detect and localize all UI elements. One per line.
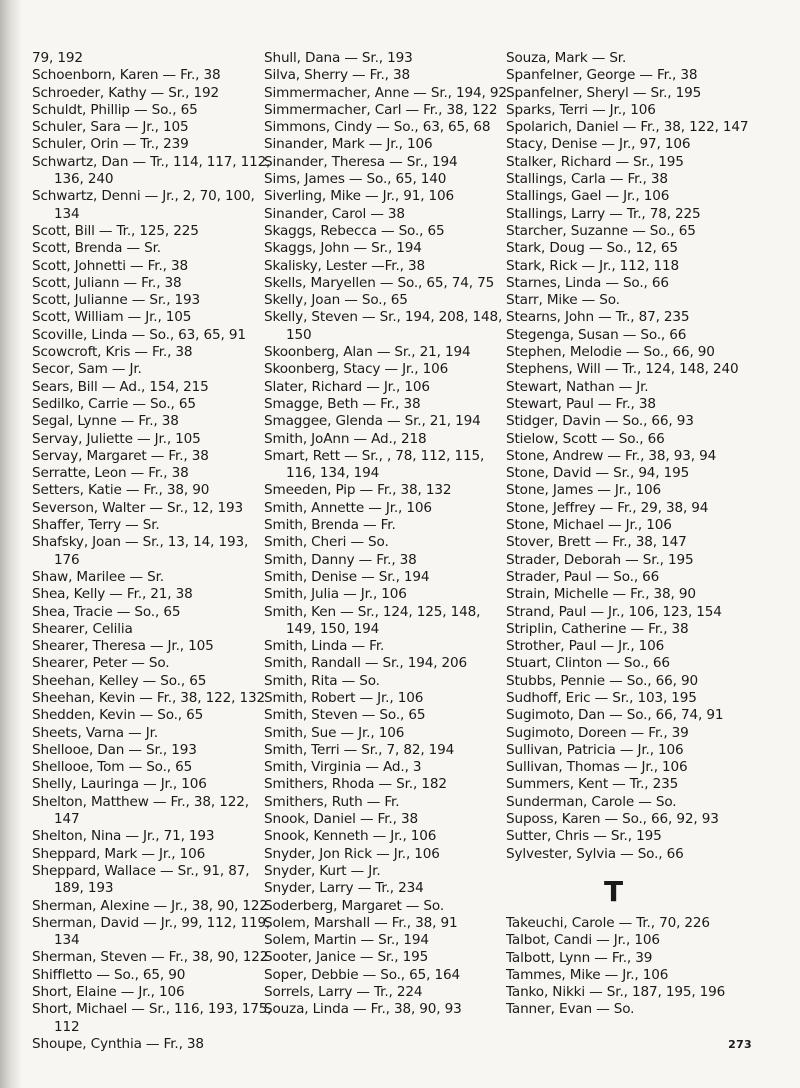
index-entry: 79, 192 xyxy=(32,50,83,66)
index-entry: Shafsky, Joan — Sr., 13, 14, 193, 176 xyxy=(32,534,249,568)
index-entry: Siverling, Mike — Jr., 91, 106 xyxy=(264,188,455,205)
index-entry: Stidger, Davin — So., 66, 93 xyxy=(506,413,694,430)
index-entry: Sinander, Mark — Jr., 106 xyxy=(264,136,433,153)
index-entry: Segal, Lynne — Fr., 38 xyxy=(32,413,179,430)
index-entry: Scott, Bill — Tr., 125, 225 xyxy=(32,222,199,239)
index-entry: Scowcroft, Kris — Fr., 38 xyxy=(32,344,193,361)
index-entry: Stacy, Denise — Jr., 97, 106 xyxy=(506,136,691,153)
index-entry: Stubbs, Pennie — So., 66, 90 xyxy=(506,672,698,689)
index-entry: Sinander, Carol — 38 xyxy=(264,205,405,222)
index-entry: Suposs, Karen — So., 66, 92, 93 xyxy=(506,811,719,828)
index-entry: Scott, Julianne — Sr., 193 xyxy=(32,292,201,309)
index-entry: Sims, James — So., 65, 140 xyxy=(264,171,447,188)
index-entry: Sherman, Alexine — Jr., 38, 90, 122 xyxy=(32,897,268,914)
index-entry: Slater, Richard — Jr., 106 xyxy=(264,378,430,395)
index-entry: Sheppard, Mark — Jr., 106 xyxy=(32,845,206,862)
index-entry: Sheehan, Kelley — So., 65 xyxy=(32,672,207,689)
index-entry: Smithers, Ruth — Fr. xyxy=(264,793,400,810)
index-entry: Strader, Paul — So., 66 xyxy=(506,568,660,585)
index-entry: Strand, Paul — Jr., 106, 123, 154 xyxy=(506,603,722,620)
index-entry: Sedilko, Carrie — So., 65 xyxy=(32,395,196,412)
index-entry: Short, Elaine — Jr., 106 xyxy=(32,984,185,1001)
index-entry: Smith, Ken — Sr., 124, 125, 148, 149, 150, 194 xyxy=(264,603,481,637)
index-entry: Smith, Sue — Jr., 106 xyxy=(264,724,405,741)
section-t-entries xyxy=(506,915,751,1019)
index-entry: Schwartz, Denni — Jr., 2, 70, 100, 134 xyxy=(32,188,255,222)
index-entry: Stalker, Richard — Sr., 195 xyxy=(506,153,684,170)
index-entry: Sugimoto, Doreen — Fr., 39 xyxy=(506,724,689,741)
binding-shadow xyxy=(0,0,22,1088)
index-entry: Striplin, Catherine — Fr., 38 xyxy=(506,620,689,637)
index-entry: Takeuchi, Carole — Tr., 70, 226 xyxy=(506,914,710,931)
index-entry: Scott, Juliann — Fr., 38 xyxy=(32,274,182,291)
index-entry: Stephens, Will — Tr., 124, 148, 240 xyxy=(506,361,739,378)
index-entry: Smithers, Rhoda — Sr., 182 xyxy=(264,776,447,793)
index-entry: Tanko, Nikki — Sr., 187, 195, 196 xyxy=(506,984,726,1001)
index-entry: Shearer, Peter — So. xyxy=(32,655,170,672)
index-entry: Sudhoff, Eric — Sr., 103, 195 xyxy=(506,689,697,706)
index-entry: Stegenga, Susan — So., 66 xyxy=(506,326,687,343)
index-entry: Soper, Debbie — So., 65, 164 xyxy=(264,966,460,983)
index-entry: Shull, Dana — Sr., 193 xyxy=(264,50,413,66)
index-entry: Stewart, Paul — Fr., 38 xyxy=(506,395,656,412)
index-entry: Sugimoto, Dan — So., 66, 74, 91 xyxy=(506,707,724,724)
index-entry: Smith, Steven — So., 65 xyxy=(264,707,426,724)
index-entry: Skalisky, Lester —Fr., 38 xyxy=(264,257,425,274)
index-entry: Snyder, Jon Rick — Jr., 106 xyxy=(264,845,440,862)
index-entry: Schroeder, Kathy — Sr., 192 xyxy=(32,84,219,101)
index-entry: Serratte, Leon — Fr., 38 xyxy=(32,465,189,482)
index-entry: Stuart, Clinton — So., 66 xyxy=(506,655,670,672)
index-entry: Smith, Annette — Jr., 106 xyxy=(264,499,432,516)
index-entry: Stark, Rick — Jr., 112, 118 xyxy=(506,257,679,274)
index-entry: Shea, Kelly — Fr., 21, 38 xyxy=(32,586,193,603)
index-entry: Skelly, Joan — So., 65 xyxy=(264,292,408,309)
index-entry: Sparks, Terri — Jr., 106 xyxy=(506,101,656,118)
index-entry: Sheehan, Kevin — Fr., 38, 122, 132 xyxy=(32,689,265,706)
index-entry: Servay, Juliette — Jr., 105 xyxy=(32,430,201,447)
index-entry: Spolarich, Daniel — Fr., 38, 122, 147 xyxy=(506,119,749,136)
index-entry: Smaggee, Glenda — Sr., 21, 194 xyxy=(264,413,481,430)
index-entry: Smith, JoAnn — Ad., 218 xyxy=(264,430,427,447)
index-entry: Starnes, Linda — So., 66 xyxy=(506,274,669,291)
index-entry: Stark, Doug — So., 12, 65 xyxy=(506,240,678,257)
index-entry: Stone, Michael — Jr., 106 xyxy=(506,517,672,534)
index-entry: Sullivan, Patricia — Jr., 106 xyxy=(506,741,684,758)
index-entry: Shearer, Theresa — Jr., 105 xyxy=(32,638,214,655)
index-entry: Stone, Andrew — Fr., 38, 93, 94 xyxy=(506,447,717,464)
index-entry: Strader, Deborah — Sr., 195 xyxy=(506,551,694,568)
index-entry: Talbott, Lynn — Fr., 39 xyxy=(506,949,653,966)
index-entry: Stover, Brett — Fr., 38, 147 xyxy=(506,534,687,551)
index-entry: Shellooe, Tom — So., 65 xyxy=(32,759,193,776)
index-entry: Simmermacher, Carl — Fr., 38, 122 xyxy=(264,101,498,118)
index-entry: Sutter, Chris — Sr., 195 xyxy=(506,828,662,845)
index-entry: Smagge, Beth — Fr., 38 xyxy=(264,395,421,412)
index-entry: Skaggs, Rebecca — So., 65 xyxy=(264,222,445,239)
index-entry: Sullivan, Thomas — Jr., 106 xyxy=(506,759,688,776)
index-entry: Stephen, Melodie — So., 66, 90 xyxy=(506,344,715,361)
index-entry: Solem, Martin — Sr., 194 xyxy=(264,932,429,949)
index-entry: Talbot, Candi — Jr., 106 xyxy=(506,932,660,949)
index-entry: Shiffletto — So., 65, 90 xyxy=(32,966,186,983)
index-entry: Smith, Brenda — Fr. xyxy=(264,517,396,534)
index-entry: Scott, Johnetti — Fr., 38 xyxy=(32,257,188,274)
index-entry: Starr, Mike — So. xyxy=(506,292,620,309)
index-entry: Secor, Sam — Jr. xyxy=(32,361,142,378)
index-entry: Schuler, Sara — Jr., 105 xyxy=(32,119,189,136)
index-column-3 xyxy=(506,50,751,1019)
index-entry: Smith, Randall — Sr., 194, 206 xyxy=(264,655,468,672)
index-entry: Stallings, Gael — Jr., 106 xyxy=(506,188,670,205)
index-entry: Sylvester, Sylvia — So., 66 xyxy=(506,845,684,862)
index-entry: Tanner, Evan — So. xyxy=(506,1001,635,1018)
section-letter-heading: T xyxy=(604,874,623,908)
index-entry: Sheets, Varna — Jr. xyxy=(32,724,158,741)
index-entry: Souza, Mark — Sr. xyxy=(506,50,627,66)
index-entry: Souza, Linda — Fr., 38, 90, 93 xyxy=(264,1001,462,1018)
index-entry: Strain, Michelle — Fr., 38, 90 xyxy=(506,586,696,603)
index-entry: Snyder, Larry — Tr., 234 xyxy=(264,880,424,897)
index-entry: Skelly, Steven — Sr., 194, 208, 148, 150 xyxy=(264,309,503,343)
index-column-1 xyxy=(32,50,277,1053)
index-entry: Stone, Jeffrey — Fr., 29, 38, 94 xyxy=(506,499,709,516)
index-entry: Sears, Bill — Ad., 154, 215 xyxy=(32,378,209,395)
index-entry: Schuler, Orin — Tr., 239 xyxy=(32,136,189,153)
index-entry: Schwartz, Dan — Tr., 114, 117, 112, 136, 240 xyxy=(32,153,271,188)
index-entry: Shaffer, Terry — Sr. xyxy=(32,517,160,534)
index-entry: Schuldt, Phillip — So., 65 xyxy=(32,101,198,118)
index-entry: Simmons, Cindy — So., 63, 65, 68 xyxy=(264,119,491,136)
index-entry: Smith, Danny — Fr., 38 xyxy=(264,551,417,568)
index-entry: Sheppard, Wallace — Sr., 91, 87, 189, 193 xyxy=(32,862,250,897)
index-entry: Stallings, Carla — Fr., 38 xyxy=(506,171,668,188)
index-entry: Skoonberg, Stacy — Jr., 106 xyxy=(264,361,449,378)
index-entry: Spanfelner, Sheryl — Sr., 195 xyxy=(506,84,702,101)
index-entry: Tammes, Mike — Jr., 106 xyxy=(506,966,669,983)
index-entry: Stielow, Scott — So., 66 xyxy=(506,430,665,447)
index-entry: Stallings, Larry — Tr., 78, 225 xyxy=(506,205,701,222)
index-entry: Sooter, Janice — Sr., 195 xyxy=(264,949,429,966)
index-entry: Smith, Denise — Sr., 194 xyxy=(264,568,430,585)
index-entry: Smith, Virginia — Ad., 3 xyxy=(264,759,422,776)
index-entry: Skells, Maryellen — So., 65, 74, 75 xyxy=(264,274,495,291)
index-entry: Skoonberg, Alan — Sr., 21, 194 xyxy=(264,344,471,361)
index-entry: Sinander, Theresa — Sr., 194 xyxy=(264,153,458,170)
index-entry: Shoupe, Cynthia — Fr., 38 xyxy=(32,1035,204,1052)
index-entry: Stearns, John — Tr., 87, 235 xyxy=(506,309,690,326)
index-entry: Shelly, Lauringa — Jr., 106 xyxy=(32,776,207,793)
index-entry: Scott, William — Jr., 105 xyxy=(32,309,192,326)
page-number: 273 xyxy=(728,1038,752,1051)
index-entry: Stone, David — Sr., 94, 195 xyxy=(506,465,690,482)
index-entry: Scott, Brenda — Sr. xyxy=(32,240,161,257)
index-entry: Snook, Daniel — Fr., 38 xyxy=(264,811,418,828)
index-entry: Short, Michael — Sr., 116, 193, 175, 112 xyxy=(32,1001,272,1035)
index-entry: Spanfelner, George — Fr., 38 xyxy=(506,67,698,84)
index-entry: Shelton, Matthew — Fr., 38, 122, 147 xyxy=(32,793,249,828)
index-entry: Starcher, Suzanne — So., 65 xyxy=(506,222,696,239)
index-entry: Silva, Sherry — Fr., 38 xyxy=(264,67,411,84)
index-entry: Smith, Robert — Jr., 106 xyxy=(264,689,424,706)
index-entry: Shaw, Marilee — Sr. xyxy=(32,568,164,585)
index-entry: Smith, Julia — Jr., 106 xyxy=(264,586,407,603)
index-entry: Severson, Walter — Sr., 12, 193 xyxy=(32,499,244,516)
index-entry: Shea, Tracie — So., 65 xyxy=(32,603,181,620)
index-entry: Scoville, Linda — So., 63, 65, 91 xyxy=(32,326,246,343)
index-entry: Shelton, Nina — Jr., 71, 193 xyxy=(32,828,215,845)
index-entry: Strother, Paul — Jr., 106 xyxy=(506,638,665,655)
index-entry: Smith, Cheri — So. xyxy=(264,534,389,551)
index-entry: Setters, Katie — Fr., 38, 90 xyxy=(32,482,210,499)
index-entry: Smith, Linda — Fr. xyxy=(264,638,385,655)
index-entry: Smith, Terri — Sr., 7, 82, 194 xyxy=(264,741,455,758)
index-entry: Shellooe, Dan — Sr., 193 xyxy=(32,741,197,758)
index-entry: Solem, Marshall — Fr., 38, 91 xyxy=(264,914,458,931)
index-entry: Sorrels, Larry — Tr., 224 xyxy=(264,984,423,1001)
index-entry: Stone, James — Jr., 106 xyxy=(506,482,661,499)
index-column-3-entries xyxy=(506,50,751,863)
index-entry: Shearer, Celilia xyxy=(32,620,133,637)
index-entry: Servay, Margaret — Fr., 38 xyxy=(32,447,209,464)
index-entry: Sherman, Steven — Fr., 38, 90, 122 xyxy=(32,949,269,966)
index-entry: Snyder, Kurt — Jr. xyxy=(264,862,381,879)
index-entry: Sunderman, Carole — So. xyxy=(506,793,677,810)
index-entry: Sherman, David — Jr., 99, 112, 119, 134 xyxy=(32,914,271,949)
index-entry: Stewart, Nathan — Jr. xyxy=(506,378,649,395)
index-entry: Skaggs, John — Sr., 194 xyxy=(264,240,422,257)
index-column-2 xyxy=(264,50,509,1019)
index-entry: Summers, Kent — Tr., 235 xyxy=(506,776,679,793)
index-entry: Soderberg, Margaret — So. xyxy=(264,897,445,914)
index-entry: Smart, Rett — Sr., , 78, 112, 115, 116, 134, 194 xyxy=(264,447,485,482)
index-entry: Smith, Rita — So. xyxy=(264,672,380,689)
index-entry: Simmermacher, Anne — Sr., 194, 92 xyxy=(264,84,507,101)
index-entry: Schoenborn, Karen — Fr., 38 xyxy=(32,67,221,84)
index-entry: Snook, Kenneth — Jr., 106 xyxy=(264,828,437,845)
index-entry: Shedden, Kevin — So., 65 xyxy=(32,707,204,724)
index-entry: Smeeden, Pip — Fr., 38, 132 xyxy=(264,482,452,499)
